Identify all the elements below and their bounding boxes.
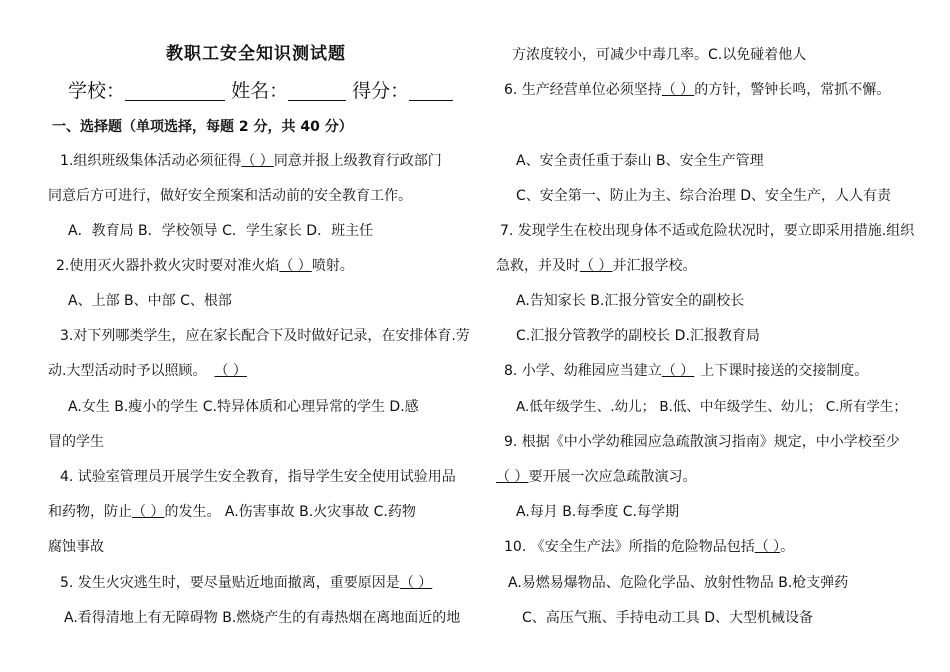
q3-continuation (48, 361, 247, 381)
question-5 (60, 573, 432, 593)
question-3: 3.对下列哪类学生，应在家长配合下及时做好记录，在安排体育.劳 (60, 328, 470, 344)
q1-continuation: 同意后方可进行，做好安全预案和活动前的安全教育工作。 (48, 188, 412, 204)
q6-text: 6. 生产经营单位必须坚持 (504, 82, 662, 98)
q1-answer-blank[interactable]: （ ） (241, 153, 274, 169)
question-9: 9. 根据《中小学幼稚园应急疏散演习指南》规定，中小学校至少 (504, 434, 900, 450)
q5-options-continued: 方浓度较小，可减少中毒几率。C.以免碰着他人 (512, 47, 807, 63)
q9-options: A.每月 B.每季度 C.每学期 (516, 504, 679, 520)
q4-answer-blank[interactable]: （ ） (132, 504, 165, 520)
q8-options: A.低年级学生、.幼儿； B.低、中年级学生、幼儿； C.所有学生； (516, 399, 907, 415)
question-2 (56, 256, 354, 276)
q2-options: A、上部 B、中部 C、根部 (68, 293, 232, 309)
q2-text: 2.使用灭火器扑救火灾时要对准火焰 (56, 258, 280, 274)
q5-options: A.看得清地上有无障碍物 B.燃烧产生的有毒热烟在离地面近的地 (64, 610, 461, 626)
q8-text-2: 上下课时接送的交接制度。 (700, 363, 869, 379)
q5-text: 5. 发生火灾逃生时，要尽量贴近地面撤离，重要原因是 (60, 575, 400, 591)
q4-options: 的发生。 A.伤害事故 B.火灾事故 C.药物 (164, 504, 416, 520)
q10-text-2: 。 (780, 539, 795, 555)
q5-answer-blank[interactable]: （ ） (399, 575, 433, 591)
question-1 (60, 151, 442, 171)
q7-text-3: 并汇报学校。 (612, 258, 697, 274)
q10-answer-blank[interactable]: （ ） (754, 539, 781, 555)
school-blank[interactable] (125, 80, 225, 101)
q4-continuation (48, 502, 416, 522)
q9-continuation (496, 467, 696, 487)
q1-options: A．教育局 B．学校领导 C．学生家长 D．班主任 (68, 223, 374, 239)
q7-options-1: A.告知家长 B.汇报分管安全的副校长 (516, 293, 745, 309)
question-7: 7. 发现学生在校出现身体不适或危险状况时，要立即采用措施.组织 (500, 223, 915, 239)
q7-continuation (496, 256, 696, 276)
q7-text-2: 急救，并及时 (496, 258, 580, 274)
q7-options-2: C.汇报分管教学的副校长 D.汇报教育局 (516, 328, 760, 344)
q10-text: 10. 《安全生产法》所指的危险物品包括 (504, 539, 755, 555)
q1-text: 1.组织班级集体活动必须征得 (60, 153, 242, 169)
section-heading: 一、选择题（单项选择，每题 2 分，共 40 分） (52, 119, 353, 135)
score-blank[interactable] (409, 80, 453, 101)
q6-options-2: C、安全第一、防止为主、综合治理 D、安全生产，人人有责 (516, 188, 892, 204)
q2-text-2: 喷射。 (311, 258, 354, 274)
question-8 (504, 361, 868, 381)
header-fields (68, 80, 453, 101)
q9-answer-blank[interactable]: （ ） (496, 469, 529, 485)
q10-options-2: C、高压气瓶、手持电动工具 D、大型机械设备 (522, 610, 814, 626)
page-title: 教职工安全知识测试题 (166, 44, 346, 64)
q3-options: A.女生 B.瘦小的学生 C.特异体质和心理异常的学生 D.感 (68, 399, 419, 415)
q3-options-continued: 冒的学生 (48, 434, 104, 450)
q10-options-1: A.易燃易爆物品、危险化学品、放射性物品 B.枪支弹药 (508, 575, 849, 591)
q6-text-2: 的方针，警钟长鸣，常抓不懈。 (694, 82, 891, 98)
q6-answer-blank[interactable]: （ ） (661, 82, 695, 98)
q9-text-2: 要开展一次应急疏散演习。 (528, 469, 697, 485)
q7-answer-blank[interactable]: （ ） (580, 258, 613, 274)
q4-text-2: 和药物，防止 (48, 504, 132, 520)
q4-options-continued: 腐蚀事故 (48, 539, 104, 555)
name-label: 姓名： (231, 80, 289, 102)
q3-answer-blank[interactable]: （ ） (214, 363, 247, 379)
question-10 (504, 537, 794, 557)
school-label: 学校： (68, 80, 126, 102)
q8-text: 8. 小学、幼稚园应当建立 (504, 363, 662, 379)
q2-answer-blank[interactable]: （ ） (279, 258, 312, 274)
q3-text-2: 动.大型活动时予以照顾。 (48, 363, 207, 379)
question-6 (504, 80, 890, 100)
q6-options-1: A、安全责任重于泰山 B、安全生产管理 (516, 153, 764, 169)
score-label: 得分： (352, 80, 410, 102)
name-blank[interactable] (288, 80, 346, 101)
q1-text-2: 同意并报上级教育行政部门 (273, 153, 442, 169)
q8-answer-blank[interactable]: （ ） (661, 363, 695, 379)
question-4: 4. 试验室管理员开展学生安全教育，指导学生安全使用试验用品 (60, 469, 456, 485)
